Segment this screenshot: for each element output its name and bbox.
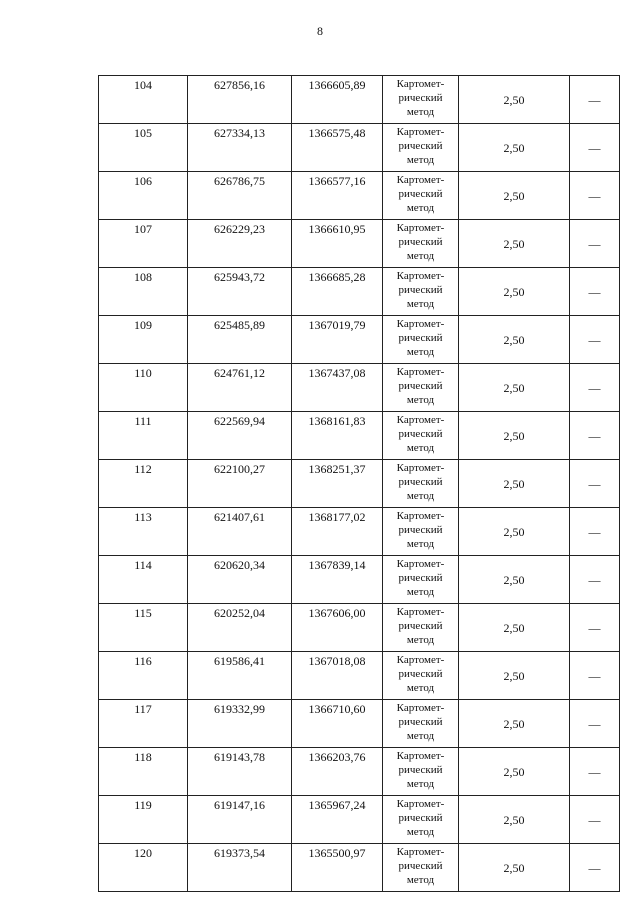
note-cell: — bbox=[570, 76, 620, 124]
point-number-cell: 113 bbox=[99, 508, 188, 556]
point-number-cell: 111 bbox=[99, 412, 188, 460]
table-body bbox=[99, 76, 620, 892]
method-line: Картомет- bbox=[396, 414, 445, 426]
accuracy-cell: 2,50 bbox=[459, 460, 570, 508]
point-number-cell: 109 bbox=[99, 316, 188, 364]
accuracy-cell: 2,50 bbox=[459, 220, 570, 268]
method-line: метод bbox=[406, 298, 435, 310]
method-cell bbox=[383, 76, 459, 124]
accuracy-cell: 2,50 bbox=[459, 412, 570, 460]
method-line: рический bbox=[398, 716, 443, 728]
accuracy-cell: 2,50 bbox=[459, 556, 570, 604]
method-cell bbox=[383, 460, 459, 508]
method-line: рический bbox=[398, 188, 443, 200]
table-row bbox=[99, 364, 620, 412]
method-line: Картомет- bbox=[396, 846, 445, 858]
y-coordinate-cell: 1367018,08 bbox=[292, 652, 383, 700]
table-row bbox=[99, 412, 620, 460]
accuracy-cell: 2,50 bbox=[459, 700, 570, 748]
method-line: метод bbox=[406, 202, 435, 214]
x-coordinate-cell: 626786,75 bbox=[188, 172, 292, 220]
method-line: Картомет- bbox=[396, 366, 445, 378]
point-number-cell: 119 bbox=[99, 796, 188, 844]
method-line: метод bbox=[406, 442, 435, 454]
accuracy-cell: 2,50 bbox=[459, 604, 570, 652]
accuracy-cell: 2,50 bbox=[459, 268, 570, 316]
accuracy-cell: 2,50 bbox=[459, 76, 570, 124]
y-coordinate-cell: 1366685,28 bbox=[292, 268, 383, 316]
point-number-cell: 104 bbox=[99, 76, 188, 124]
y-coordinate-cell: 1366605,89 bbox=[292, 76, 383, 124]
note-cell: — bbox=[570, 412, 620, 460]
point-number-cell: 120 bbox=[99, 844, 188, 892]
x-coordinate-cell: 619332,99 bbox=[188, 700, 292, 748]
x-coordinate-cell: 625485,89 bbox=[188, 316, 292, 364]
method-line: рический bbox=[398, 380, 443, 392]
point-number-cell: 105 bbox=[99, 124, 188, 172]
method-cell bbox=[383, 748, 459, 796]
x-coordinate-cell: 622100,27 bbox=[188, 460, 292, 508]
method-line: Картомет- bbox=[396, 270, 445, 282]
note-cell: — bbox=[570, 796, 620, 844]
method-line: рический bbox=[398, 284, 443, 296]
method-cell bbox=[383, 172, 459, 220]
method-cell bbox=[383, 220, 459, 268]
method-cell bbox=[383, 700, 459, 748]
point-number-cell: 108 bbox=[99, 268, 188, 316]
method-line: Картомет- bbox=[396, 174, 445, 186]
method-cell bbox=[383, 412, 459, 460]
method-line: рический bbox=[398, 332, 443, 344]
y-coordinate-cell: 1365500,97 bbox=[292, 844, 383, 892]
y-coordinate-cell: 1366610,95 bbox=[292, 220, 383, 268]
method-line: метод bbox=[406, 778, 435, 790]
x-coordinate-cell: 622569,94 bbox=[188, 412, 292, 460]
note-cell: — bbox=[570, 220, 620, 268]
method-line: метод bbox=[406, 634, 435, 646]
method-cell bbox=[383, 604, 459, 652]
method-line: метод bbox=[406, 106, 435, 118]
method-line: рический bbox=[398, 860, 443, 872]
method-line: Картомет- bbox=[396, 462, 445, 474]
table-row bbox=[99, 460, 620, 508]
accuracy-cell: 2,50 bbox=[459, 796, 570, 844]
method-cell bbox=[383, 844, 459, 892]
x-coordinate-cell: 620620,34 bbox=[188, 556, 292, 604]
accuracy-cell: 2,50 bbox=[459, 748, 570, 796]
table-row bbox=[99, 316, 620, 364]
table-row bbox=[99, 172, 620, 220]
x-coordinate-cell: 624761,12 bbox=[188, 364, 292, 412]
x-coordinate-cell: 620252,04 bbox=[188, 604, 292, 652]
accuracy-cell: 2,50 bbox=[459, 172, 570, 220]
x-coordinate-cell: 619373,54 bbox=[188, 844, 292, 892]
method-line: метод bbox=[406, 874, 435, 886]
method-line: Картомет- bbox=[396, 702, 445, 714]
method-line: рический bbox=[398, 92, 443, 104]
y-coordinate-cell: 1365967,24 bbox=[292, 796, 383, 844]
note-cell: — bbox=[570, 844, 620, 892]
y-coordinate-cell: 1367839,14 bbox=[292, 556, 383, 604]
table-row bbox=[99, 76, 620, 124]
y-coordinate-cell: 1366710,60 bbox=[292, 700, 383, 748]
y-coordinate-cell: 1366575,48 bbox=[292, 124, 383, 172]
note-cell: — bbox=[570, 364, 620, 412]
method-line: метод bbox=[406, 154, 435, 166]
method-line: рический bbox=[398, 668, 443, 680]
table-row bbox=[99, 652, 620, 700]
method-line: рический bbox=[398, 428, 443, 440]
point-number-cell: 107 bbox=[99, 220, 188, 268]
x-coordinate-cell: 627856,16 bbox=[188, 76, 292, 124]
point-number-cell: 106 bbox=[99, 172, 188, 220]
method-line: рический bbox=[398, 140, 443, 152]
point-number-cell: 117 bbox=[99, 700, 188, 748]
accuracy-cell: 2,50 bbox=[459, 124, 570, 172]
method-line: метод bbox=[406, 250, 435, 262]
method-line: Картомет- bbox=[396, 126, 445, 138]
table-row bbox=[99, 556, 620, 604]
point-number-cell: 116 bbox=[99, 652, 188, 700]
method-cell bbox=[383, 508, 459, 556]
method-line: Картомет- bbox=[396, 798, 445, 810]
method-line: Картомет- bbox=[396, 558, 445, 570]
method-cell bbox=[383, 364, 459, 412]
page-number: 8 bbox=[317, 24, 323, 38]
note-cell: — bbox=[570, 316, 620, 364]
table-row bbox=[99, 124, 620, 172]
accuracy-cell: 2,50 bbox=[459, 316, 570, 364]
note-cell: — bbox=[570, 700, 620, 748]
note-cell: — bbox=[570, 460, 620, 508]
accuracy-cell: 2,50 bbox=[459, 844, 570, 892]
method-line: рический bbox=[398, 812, 443, 824]
method-line: рический bbox=[398, 572, 443, 584]
method-cell bbox=[383, 652, 459, 700]
method-cell bbox=[383, 124, 459, 172]
method-cell bbox=[383, 316, 459, 364]
y-coordinate-cell: 1366203,76 bbox=[292, 748, 383, 796]
method-line: метод bbox=[406, 586, 435, 598]
point-number-cell: 114 bbox=[99, 556, 188, 604]
x-coordinate-cell: 619143,78 bbox=[188, 748, 292, 796]
coordinates-table bbox=[98, 75, 620, 892]
method-line: рический bbox=[398, 524, 443, 536]
point-number-cell: 112 bbox=[99, 460, 188, 508]
note-cell: — bbox=[570, 556, 620, 604]
x-coordinate-cell: 627334,13 bbox=[188, 124, 292, 172]
point-number-cell: 118 bbox=[99, 748, 188, 796]
note-cell: — bbox=[570, 604, 620, 652]
method-cell bbox=[383, 268, 459, 316]
accuracy-cell: 2,50 bbox=[459, 508, 570, 556]
x-coordinate-cell: 626229,23 bbox=[188, 220, 292, 268]
note-cell: — bbox=[570, 748, 620, 796]
point-number-cell: 115 bbox=[99, 604, 188, 652]
y-coordinate-cell: 1368177,02 bbox=[292, 508, 383, 556]
method-line: рический bbox=[398, 236, 443, 248]
method-line: метод bbox=[406, 538, 435, 550]
method-line: Картомет- bbox=[396, 750, 445, 762]
method-line: рический bbox=[398, 620, 443, 632]
x-coordinate-cell: 619586,41 bbox=[188, 652, 292, 700]
method-line: рический bbox=[398, 476, 443, 488]
note-cell: — bbox=[570, 508, 620, 556]
method-cell bbox=[383, 796, 459, 844]
note-cell: — bbox=[570, 268, 620, 316]
y-coordinate-cell: 1368251,37 bbox=[292, 460, 383, 508]
x-coordinate-cell: 621407,61 bbox=[188, 508, 292, 556]
table-row bbox=[99, 604, 620, 652]
method-line: Картомет- bbox=[396, 510, 445, 522]
method-line: метод bbox=[406, 826, 435, 838]
method-line: Картомет- bbox=[396, 318, 445, 330]
method-line: метод bbox=[406, 682, 435, 694]
y-coordinate-cell: 1368161,83 bbox=[292, 412, 383, 460]
x-coordinate-cell: 619147,16 bbox=[188, 796, 292, 844]
accuracy-cell: 2,50 bbox=[459, 652, 570, 700]
table-row bbox=[99, 700, 620, 748]
y-coordinate-cell: 1367606,00 bbox=[292, 604, 383, 652]
y-coordinate-cell: 1366577,16 bbox=[292, 172, 383, 220]
method-line: Картомет- bbox=[396, 654, 445, 666]
point-number-cell: 110 bbox=[99, 364, 188, 412]
method-line: метод bbox=[406, 346, 435, 358]
method-line: Картомет- bbox=[396, 222, 445, 234]
note-cell: — bbox=[570, 172, 620, 220]
note-cell: — bbox=[570, 652, 620, 700]
y-coordinate-cell: 1367019,79 bbox=[292, 316, 383, 364]
method-cell bbox=[383, 556, 459, 604]
method-line: рический bbox=[398, 764, 443, 776]
accuracy-cell: 2,50 bbox=[459, 364, 570, 412]
table-row bbox=[99, 844, 620, 892]
table-row bbox=[99, 508, 620, 556]
method-line: Картомет- bbox=[396, 606, 445, 618]
note-cell: — bbox=[570, 124, 620, 172]
method-line: метод bbox=[406, 490, 435, 502]
table-row bbox=[99, 796, 620, 844]
table-row bbox=[99, 748, 620, 796]
table-row bbox=[99, 268, 620, 316]
method-line: Картомет- bbox=[396, 78, 445, 90]
method-line: метод bbox=[406, 394, 435, 406]
x-coordinate-cell: 625943,72 bbox=[188, 268, 292, 316]
y-coordinate-cell: 1367437,08 bbox=[292, 364, 383, 412]
method-line: метод bbox=[406, 730, 435, 742]
table-row bbox=[99, 220, 620, 268]
